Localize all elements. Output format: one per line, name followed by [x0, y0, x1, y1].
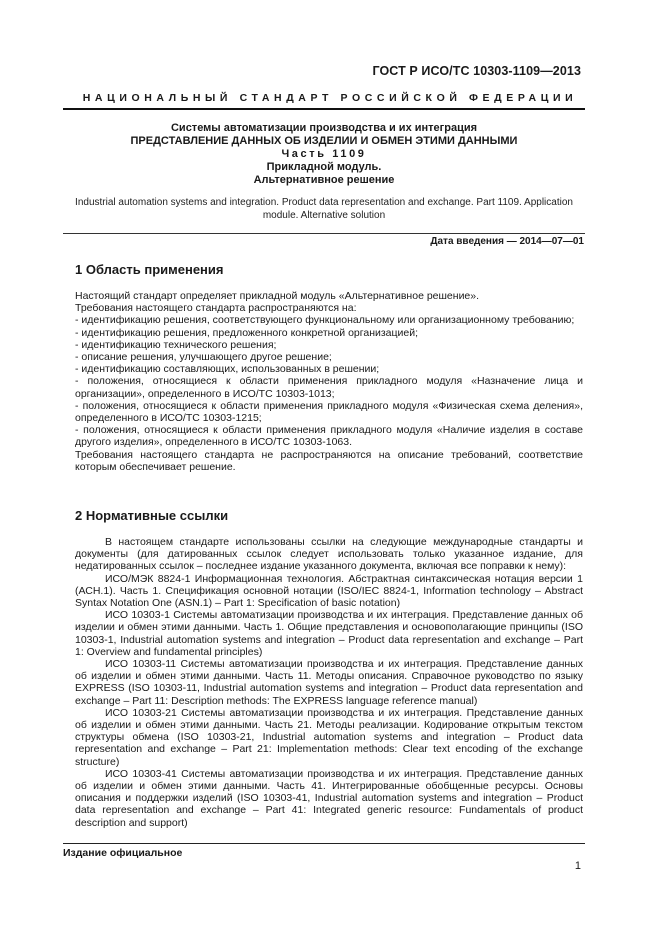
official-edition-label: Издание официальное — [63, 847, 183, 859]
normative-reference: ИСО/МЭК 8824-1 Информационная технология. Абстрактная синтаксическая нотация версии 1 (АСН.1). Часть 1. Спецификация основной нотации (ISO/IEC 8824-1, Information technology – Abstract Syntax Notation One (ASN.1) – Part 1: Specification of basic notation) — [75, 572, 583, 610]
list-item: - идентификацию составляющих, использованных в решении; — [75, 363, 380, 376]
title-line-4: Прикладной модуль. — [266, 161, 382, 173]
standard-number: ГОСТ Р ИСО/ТС 10303-1109—2013 — [372, 64, 581, 78]
list-item: - идентификацию решения, предложенного конкретной организацией; — [75, 326, 419, 339]
title-line-5: Альтернативное решение — [253, 174, 395, 186]
list-item: - идентификацию технического решения; — [75, 338, 277, 351]
title-line-1: Системы автоматизации производства и их интеграция — [170, 122, 478, 134]
list-item: - положения, относящиеся к области применения прикладного модуля «Наличие изделия в составе другого изделия», определенного в ИСО/ТС 10303-1063. — [75, 424, 583, 449]
header-divider — [63, 108, 585, 110]
introduction-date: Дата введения — 2014—07—01 — [430, 236, 584, 247]
list-item: - описание решения, улучшающего другое решение; — [75, 351, 332, 364]
list-item: - положения, относящиеся к области применения прикладного модуля «Назначение лица и организации», определенного в ИСО/ТС 10303-1013; — [75, 375, 583, 400]
normative-reference: ИСО 10303-1 Системы автоматизации производства и их интеграция. Представление данных об изделии и обмен этими данными. Часть 1. Общие представления и основополагающие принципы (ISO 10303-1, Industrial automation systems and integration – Product data representation and exchange – Part 1: Overview and fundamental principles) — [75, 609, 583, 658]
section-1-paragraph: Требования настоящего стандарта распространяются на: — [75, 302, 357, 315]
section-2-body — [75, 536, 583, 829]
title-block — [63, 122, 585, 187]
normative-reference: ИСО 10303-21 Системы автоматизации производства и их интеграция. Представление данных об изделии и обмен этими данными. Часть 21. Методы реализации. Кодирование открытым текстом структуры обмена (ISO 10303-21, Industrial automation systems and integration – Product data representation and exchange – Part 21: Implementation methods: Clear text encoding of the exchange structure) — [75, 706, 583, 768]
section-1-paragraph: Настоящий стандарт определяет прикладной модуль «Альтернативное решение». — [75, 290, 480, 302]
section-1-paragraph: Требования настоящего стандарта не распространяются на описание требований, соответствие которым обеспечивает решение. — [75, 448, 583, 473]
footer-divider — [63, 843, 585, 844]
page-number: 1 — [574, 860, 581, 872]
normative-reference: ИСО 10303-11 Системы автоматизации производства и их интеграция. Представление данных об изделии и обмен этими данными. Часть 11. Методы описания. Справочное руководство по языку EXPRESS (ISO 10303-11, Industrial automation systems and integration – Product data representation and exchange – Part 11: Description methods: The EXPRESS language reference manual) — [75, 658, 583, 707]
title-divider — [63, 233, 585, 234]
section-1-heading: 1 Область применения — [75, 262, 224, 277]
english-title: Industrial automation systems and integration. Product data representation and exchange. Part 1109. Application module. Alternative solution — [75, 197, 573, 221]
section-1-body — [75, 290, 583, 473]
title-part-number: Часть 1109 — [281, 148, 367, 160]
section-2-heading: 2 Нормативные ссылки — [75, 508, 229, 523]
national-standard-heading: НАЦИОНАЛЬНЫЙ СТАНДАРТ РОССИЙСКОЙ ФЕДЕРАЦИИ — [82, 92, 578, 104]
list-item: - идентификацию решения, соответствующего функциональному или организационному требованию; — [75, 314, 575, 327]
normative-reference: ИСО 10303-41 Системы автоматизации производства и их интеграция. Представление данных об изделии и обмен этими данными. Часть 41. Интегрированные обобщенные ресурсы. Основы описания и поддержки изделий (ISO 10303-41, Industrial automation systems and integration – Product data representation and exchange – Part 41: Integrated generic resource: Fundamentals of product description and support) — [75, 767, 583, 829]
list-item: - положения, относящиеся к области применения прикладного модуля «Физическая схема деления», определенного в ИСО/ТС 10303-1215; — [75, 399, 583, 425]
section-2-paragraph: В настоящем стандарте использованы ссылки на следующие международные стандарты и документы (для датированных ссылок следует использовать только указанное издание, для недатированных ссылок – последнее издание указанного документа, включая все поправки к нему): — [75, 536, 583, 573]
title-line-2: ПРЕДСТАВЛЕНИЕ ДАННЫХ ОБ ИЗДЕЛИИ И ОБМЕН ЭТИМИ ДАННЫМИ — [130, 135, 518, 147]
